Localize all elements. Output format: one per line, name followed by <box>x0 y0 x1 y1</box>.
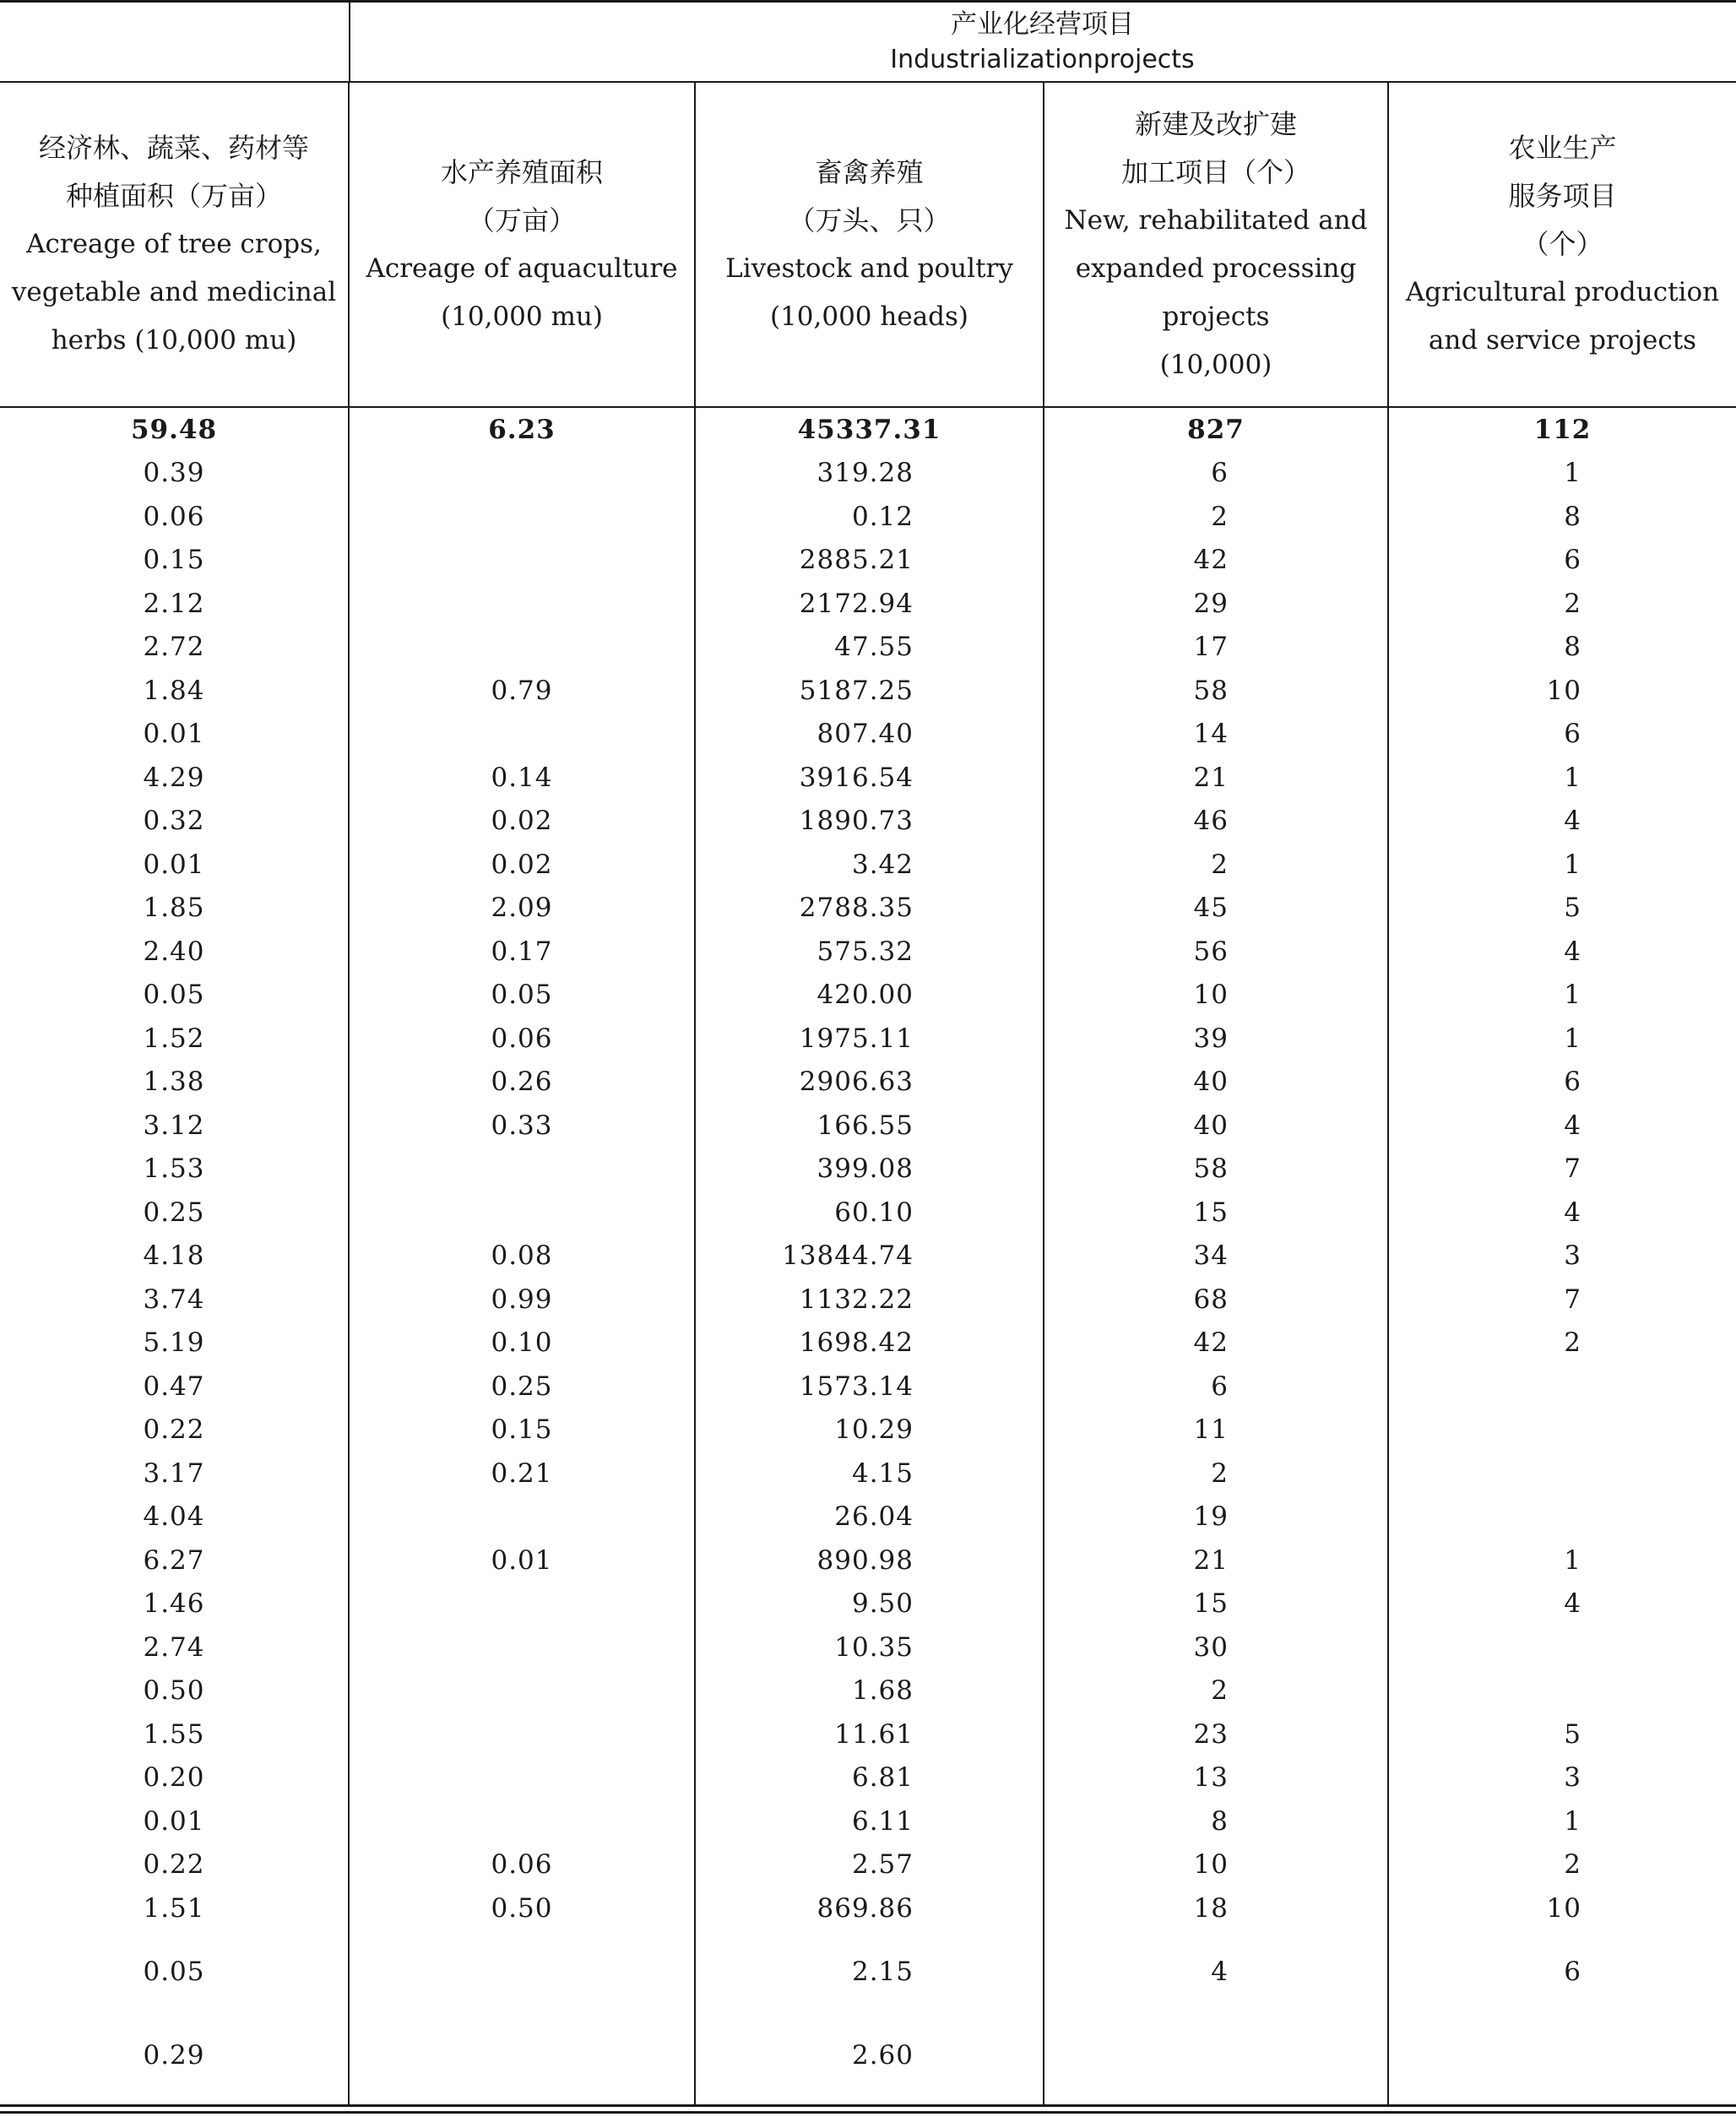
table-cell <box>350 626 694 670</box>
table-cell: 0.14 <box>491 762 553 793</box>
table-cell: 890.98 <box>816 1544 914 1576</box>
table-cell: 0.08 <box>491 1240 553 1272</box>
table-cell: 5 <box>1564 1718 1581 1750</box>
table-cell: 1.52 <box>143 1023 205 1054</box>
table-cell: 19 <box>1193 1501 1229 1533</box>
column-header-line: vegetable and medicinal <box>11 277 337 307</box>
table-cell: 869.86 <box>816 1892 914 1924</box>
table-cell: 10 <box>1546 1892 1581 1924</box>
table-cell: 2 <box>1211 1675 1229 1707</box>
table-row <box>0 1799 1736 1843</box>
table-cell: 40 <box>1193 1067 1229 1098</box>
table-row <box>0 1017 1736 1061</box>
table-row <box>0 800 1736 844</box>
table-cell: 4.18 <box>143 1240 205 1272</box>
table-cell: 0.10 <box>491 1327 553 1359</box>
table-row <box>0 1582 1736 1626</box>
table-cell: 45337.31 <box>797 414 941 445</box>
table-row <box>0 713 1736 757</box>
table-cell <box>1389 1452 1581 1495</box>
table-cell: 6.23 <box>488 414 556 445</box>
table-cell: 0.02 <box>491 806 553 837</box>
table-row <box>0 452 1736 496</box>
table-cell <box>1389 1409 1581 1452</box>
table-cell: 18 <box>1193 1892 1229 1924</box>
table-cell: 1.84 <box>143 675 205 706</box>
table-cell: 2906.63 <box>799 1067 914 1098</box>
table-cell: 6 <box>1564 1067 1581 1098</box>
column-header-line: Livestock and poultry <box>725 252 1013 284</box>
table-cell: 3.74 <box>143 1284 205 1315</box>
table-cell <box>350 1669 694 1713</box>
table-cell <box>350 539 694 583</box>
table-cell: 8 <box>1211 1805 1229 1837</box>
table-cell: 0.50 <box>143 1675 205 1707</box>
column-header-line: 经济林、蔬菜、药材等 <box>38 132 309 164</box>
table-cell: 45 <box>1193 893 1229 924</box>
table-cell: 6 <box>1211 458 1229 489</box>
table-cell: 10.35 <box>834 1631 914 1663</box>
table-cell: 0.99 <box>491 1284 553 1315</box>
table-cell: 2885.21 <box>799 545 914 576</box>
table-cell: 5187.25 <box>799 675 914 706</box>
table-cell: 0.06 <box>491 1849 553 1881</box>
table-cell: 2 <box>1211 501 1229 532</box>
table-cell <box>350 1191 694 1235</box>
table-cell: 4.04 <box>143 1501 205 1533</box>
table-cell: 4.29 <box>143 762 205 793</box>
table-cell: 2.12 <box>143 588 205 619</box>
table-row <box>0 1843 1736 1887</box>
table-cell: 17 <box>1193 632 1229 663</box>
table-row <box>0 1669 1736 1713</box>
table-cell: 1.85 <box>143 893 205 924</box>
table-cell: 13 <box>1193 1762 1229 1794</box>
table-cell: 3 <box>1564 1240 1581 1272</box>
table-cell <box>1389 1626 1581 1669</box>
table-cell: 0.06 <box>491 1023 553 1054</box>
table-row <box>0 669 1736 713</box>
table-cell: 0.01 <box>143 849 205 880</box>
table-cell: 56 <box>1193 936 1229 967</box>
table-cell: 0.50 <box>491 1892 553 1924</box>
table-cell: 0.33 <box>491 1110 553 1141</box>
table-cell: 4 <box>1564 1588 1581 1620</box>
table-row <box>0 1626 1736 1669</box>
table-cell: 0.26 <box>491 1067 553 1098</box>
table-cell <box>350 1799 694 1843</box>
column-header-line: herbs (10,000 mu) <box>51 325 297 356</box>
table-row <box>0 1756 1736 1800</box>
column-header-line: 畜禽养殖 <box>815 155 924 188</box>
column-header-line: Acreage of tree crops, <box>26 229 322 259</box>
table-cell: 0.25 <box>143 1197 205 1228</box>
table-cell: 1975.11 <box>799 1023 914 1054</box>
column-header-line: (10,000 mu) <box>441 301 603 332</box>
table-cell: 0.25 <box>491 1371 553 1402</box>
table-cell <box>350 1626 694 1669</box>
table-cell: 3916.54 <box>799 762 914 793</box>
table-cell: 0.05 <box>143 1957 205 1987</box>
table-cell: 2 <box>1564 588 1581 619</box>
table-cell: 2.40 <box>143 936 205 967</box>
table-cell: 3.17 <box>143 1457 205 1489</box>
table-row <box>0 1452 1736 1495</box>
table-cell: 6.27 <box>143 1544 205 1576</box>
table-row <box>0 974 1736 1018</box>
table-cell: 4 <box>1564 806 1581 837</box>
table-cell: 5 <box>1564 893 1581 924</box>
table-cell: 1 <box>1564 458 1581 489</box>
column-header-line: 加工项目（个） <box>1120 155 1310 188</box>
table-cell: 575.32 <box>816 936 914 967</box>
table-cell: 1 <box>1564 1805 1581 1837</box>
table-cell: 166.55 <box>816 1110 914 1141</box>
table-cell <box>350 2014 694 2098</box>
table-row <box>0 1365 1736 1409</box>
table-cell: 2 <box>1564 1327 1581 1359</box>
table-cell: 58 <box>1193 1153 1229 1185</box>
table-cell: 7 <box>1564 1153 1581 1185</box>
table-cell: 0.01 <box>491 1544 553 1576</box>
column-header-line: projects <box>1162 301 1270 332</box>
table-cell: 6 <box>1564 719 1581 750</box>
table-cell: 3 <box>1564 1762 1581 1794</box>
table-cell: 59.48 <box>130 414 218 445</box>
table-cell: 30 <box>1193 1631 1229 1663</box>
table-bottom-rule <box>0 2111 1736 2114</box>
table-cell: 1.68 <box>851 1675 914 1707</box>
table-cell: 0.79 <box>491 675 553 706</box>
table-cell <box>1389 1495 1581 1539</box>
table-row <box>0 1278 1736 1322</box>
table-cell: 2 <box>1564 1849 1581 1881</box>
table-cell: 3.12 <box>143 1110 205 1141</box>
column-header-line: 新建及改扩建 <box>1134 107 1297 140</box>
table-cell: 2 <box>1211 1457 1229 1489</box>
table-cell: 8 <box>1564 632 1581 663</box>
table-row <box>0 539 1736 583</box>
table-cell: 4 <box>1564 936 1581 967</box>
column-header-line: (10,000) <box>1159 349 1272 380</box>
table-cell: 0.12 <box>851 501 914 532</box>
table-cell: 68 <box>1193 1284 1229 1315</box>
table-cell: 0.05 <box>143 980 205 1011</box>
table-cell: 9.50 <box>851 1588 914 1620</box>
table-cell: 4 <box>1211 1957 1229 1987</box>
table-cell: 1.46 <box>143 1588 205 1620</box>
table-cell <box>350 582 694 626</box>
table-cell: 40 <box>1193 1110 1229 1141</box>
table-cell: 14 <box>1193 719 1229 750</box>
table-cell: 47.55 <box>834 632 914 663</box>
table-cell <box>350 1756 694 1800</box>
column-header-line: （个） <box>1522 228 1603 260</box>
table-cell: 1698.42 <box>799 1327 914 1359</box>
table-cell: 1.55 <box>143 1718 205 1750</box>
table-cell: 11.61 <box>834 1718 914 1750</box>
column-header-livestock <box>696 83 1043 406</box>
table-row <box>0 843 1736 887</box>
table-cell: 42 <box>1193 545 1229 576</box>
table-cell: 60.10 <box>834 1197 914 1228</box>
table-cell: 420.00 <box>816 980 914 1011</box>
table-cell: 2.57 <box>851 1849 914 1881</box>
table-row <box>0 1191 1736 1235</box>
table-row <box>0 1148 1736 1191</box>
table-cell: 6.81 <box>851 1762 914 1794</box>
table-cell: 2172.94 <box>799 588 914 619</box>
table-cell: 10.29 <box>834 1414 914 1446</box>
table-body <box>0 408 1736 2098</box>
table-cell: 0.01 <box>143 1805 205 1837</box>
table-cell <box>350 713 694 757</box>
table-cell: 1 <box>1564 1023 1581 1054</box>
table-cell: 807.40 <box>816 719 914 750</box>
table-cell: 3.42 <box>851 849 914 880</box>
table-cell: 0.01 <box>143 719 205 750</box>
table-cell: 11 <box>1193 1414 1229 1446</box>
table-cell: 1573.14 <box>799 1371 914 1402</box>
table-cell: 4.15 <box>851 1457 914 1489</box>
table-row <box>0 1930 1736 2014</box>
table-cell: 112 <box>1533 414 1592 445</box>
table-row <box>0 1322 1736 1365</box>
table-cell: 0.39 <box>143 458 205 489</box>
table-cell: 5.19 <box>143 1327 205 1359</box>
table-cell: 1890.73 <box>799 806 914 837</box>
table-cell: 0.15 <box>143 545 205 576</box>
table-bottom-rule <box>0 2104 1736 2107</box>
table-cell: 0.32 <box>143 806 205 837</box>
column-header-line: （万头、只） <box>788 204 951 236</box>
column-header-service-projects <box>1389 83 1736 406</box>
column-header-line: 种植面积（万亩） <box>65 180 282 212</box>
table-cell: 2788.35 <box>799 893 914 924</box>
table-row <box>0 1886 1736 1930</box>
table-cell: 0.29 <box>143 2040 205 2071</box>
table-cell: 10 <box>1193 980 1229 1011</box>
table-cell: 399.08 <box>816 1153 914 1185</box>
table-cell: 1.53 <box>143 1153 205 1185</box>
table-cell <box>1389 2014 1581 2098</box>
table-cell: 1 <box>1564 762 1581 793</box>
table-cell: 39 <box>1193 1023 1229 1054</box>
table-cell: 26.04 <box>834 1501 914 1533</box>
table-cell: 6 <box>1564 1957 1581 1987</box>
table-row <box>0 756 1736 800</box>
table-cell: 15 <box>1193 1588 1229 1620</box>
table-row <box>0 1409 1736 1452</box>
column-header-line: New, rehabilitated and <box>1064 204 1368 236</box>
table-cell: 6 <box>1211 1371 1229 1402</box>
table-row <box>0 1539 1736 1582</box>
table-cell <box>350 1495 694 1539</box>
table-row <box>0 930 1736 974</box>
table-cell <box>1044 2014 1229 2098</box>
table-cell <box>1389 1365 1581 1409</box>
table-cell: 2.15 <box>851 1957 914 1987</box>
table-cell <box>350 495 694 539</box>
table-cell: 2.09 <box>491 893 553 924</box>
table-cell: 8 <box>1564 501 1581 532</box>
column-header-line: （万亩） <box>467 204 576 236</box>
table-cell <box>350 1930 694 2014</box>
table-row <box>0 582 1736 626</box>
column-header-processing-projects <box>1044 83 1387 406</box>
table-cell: 2 <box>1211 849 1229 880</box>
table-cell: 0.22 <box>143 1414 205 1446</box>
table-row <box>0 1495 1736 1539</box>
table-cell: 15 <box>1193 1197 1229 1228</box>
table-cell: 827 <box>1187 414 1245 445</box>
table-cell: 29 <box>1193 588 1229 619</box>
table-cell: 0.21 <box>491 1457 553 1489</box>
table-cell <box>350 1582 694 1626</box>
table-cell: 2.60 <box>851 2040 914 2071</box>
column-header-tree-crops <box>0 83 348 406</box>
table-cell: 4 <box>1564 1197 1581 1228</box>
table-cell: 1 <box>1564 980 1581 1011</box>
table-cell: 0.20 <box>143 1762 205 1794</box>
table-cell: 1.51 <box>143 1892 205 1924</box>
table-row <box>0 1713 1736 1756</box>
table-cell: 0.47 <box>143 1371 205 1402</box>
table-cell: 319.28 <box>816 458 914 489</box>
table-cell: 10 <box>1193 1849 1229 1881</box>
column-header-line: (10,000 heads) <box>769 301 969 332</box>
table-cell: 21 <box>1193 1544 1229 1576</box>
table-cell: 0.15 <box>491 1414 553 1446</box>
table-cell: 2.72 <box>143 632 205 663</box>
column-header-line: 服务项目 <box>1508 180 1617 212</box>
column-header-line: expanded processing <box>1075 252 1357 284</box>
column-header-line: Acreage of aquaculture <box>366 252 678 284</box>
table-cell: 1132.22 <box>799 1284 914 1315</box>
table-cell: 21 <box>1193 762 1229 793</box>
table-cell: 10 <box>1546 675 1581 706</box>
table-cell: 23 <box>1193 1718 1229 1750</box>
table-cell <box>350 1713 694 1756</box>
table-cell <box>350 452 694 496</box>
table-cell: 46 <box>1193 806 1229 837</box>
column-header-line: 农业生产 <box>1508 132 1617 164</box>
table-cell: 0.06 <box>143 501 205 532</box>
table-cell <box>1389 1669 1581 1713</box>
column-header-aquaculture <box>350 83 694 406</box>
table-cell: 0.17 <box>491 936 553 967</box>
table-cell: 1 <box>1564 849 1581 880</box>
table-cell: 1 <box>1564 1544 1581 1576</box>
table-cell <box>350 1148 694 1191</box>
table-row-total <box>0 408 1736 452</box>
table-cell: 0.02 <box>491 849 553 880</box>
group-header <box>349 5 1736 79</box>
column-header-line: and service projects <box>1428 325 1697 356</box>
table-cell: 1.38 <box>143 1067 205 1098</box>
table-row <box>0 1061 1736 1105</box>
table-row <box>0 1235 1736 1278</box>
table-row <box>0 2014 1736 2098</box>
table-top-rule <box>0 0 1736 3</box>
table-row <box>0 1104 1736 1148</box>
table-cell: 0.05 <box>491 980 553 1011</box>
table-row <box>0 887 1736 931</box>
column-header-line: 水产养殖面积 <box>440 155 603 188</box>
group-header-en: Industrializationprojects <box>890 45 1195 74</box>
table-cell: 7 <box>1564 1284 1581 1315</box>
table-cell: 2.74 <box>143 1631 205 1663</box>
table-cell: 4 <box>1564 1110 1581 1141</box>
table-row <box>0 495 1736 539</box>
table-cell: 13844.74 <box>782 1240 914 1272</box>
column-header-line: Agricultural production <box>1405 277 1720 307</box>
table-row <box>0 626 1736 670</box>
table-cell: 42 <box>1193 1327 1229 1359</box>
group-header-zh: 产业化经营项目 <box>951 9 1134 40</box>
table-cell: 0.22 <box>143 1849 205 1881</box>
table-cell: 6 <box>1564 545 1581 576</box>
table-cell: 6.11 <box>851 1805 914 1837</box>
table-cell: 58 <box>1193 675 1229 706</box>
table-cell: 34 <box>1193 1240 1229 1272</box>
